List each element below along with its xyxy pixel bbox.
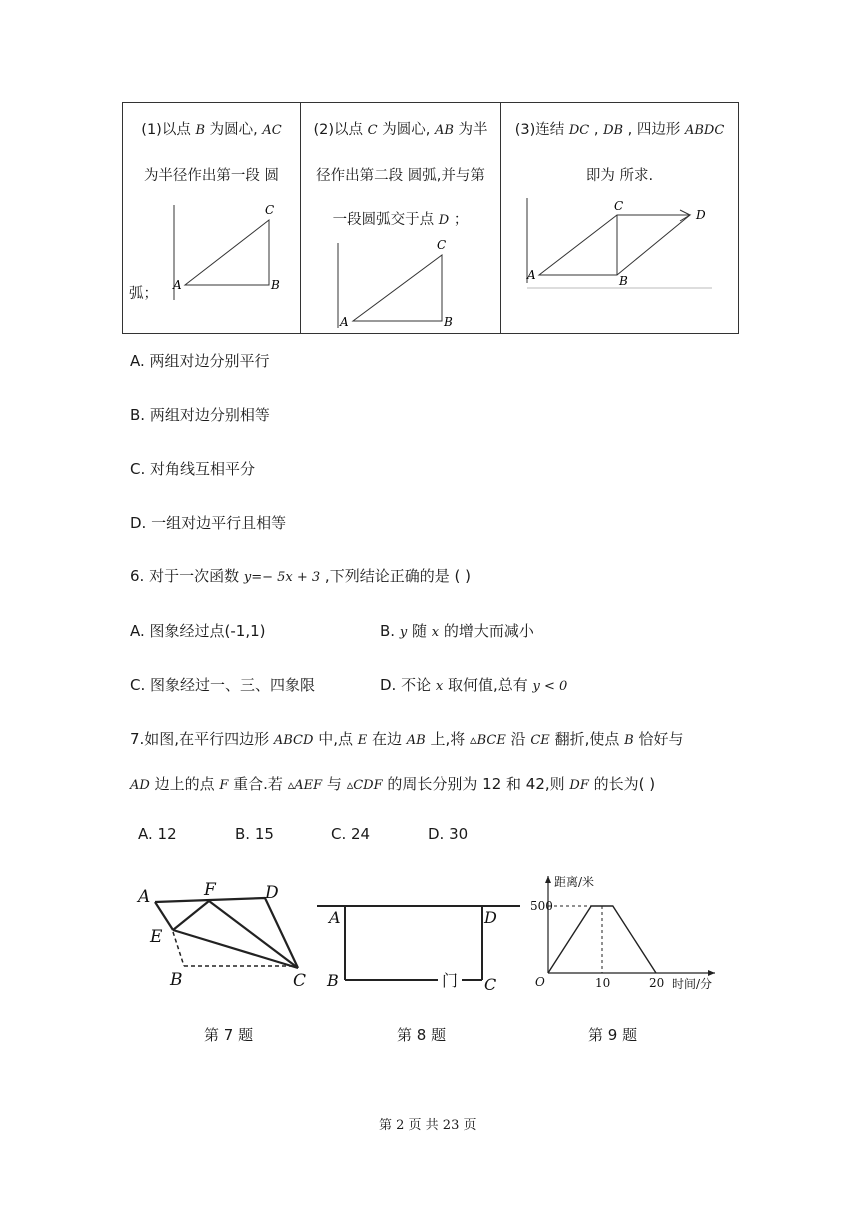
fig9-ytick-500: 500 [530, 899, 553, 913]
step1-label-b: B [271, 278, 280, 292]
step2-figure [335, 238, 465, 330]
figure-7 [135, 878, 315, 993]
step3-label-d: D [696, 208, 706, 222]
fig9-origin: O [535, 975, 545, 989]
fig9-xtick-20: 20 [649, 976, 665, 990]
q5-option-d[interactable]: D. 一组对边平行且相等 [130, 514, 287, 532]
q6-stem: 6. 对于一次函数 y=− 5x + 3 ,下列结论正确的是 ( ) [130, 567, 471, 585]
fig7-label-d: D [265, 883, 279, 903]
figure-8 [315, 895, 525, 995]
q5-option-b[interactable]: B. 两组对边分别相等 [130, 406, 270, 424]
step2-line2: 径作出第二段 圆弧,并与第 [316, 168, 485, 184]
fig8-label-a: A [329, 908, 341, 927]
figure-9-chart [530, 868, 725, 998]
figure-7-caption: 第 7 题 [204, 1026, 254, 1044]
fig9-xtick-10: 10 [595, 976, 611, 990]
q6-option-d[interactable]: D. 不论 x 取何值,总有 y < 0 [380, 676, 568, 694]
page-footer: 第 2 页 共 23 页 [379, 1118, 477, 1133]
fig8-label-c: C [484, 975, 497, 994]
fig9-x-arrow [708, 970, 715, 976]
step1-tail: 弧； [129, 286, 158, 302]
step3-line1: (3)连结 DC , DB , 四边形 ABDC [514, 122, 725, 138]
fig9-xlabel: 时间/分 [672, 977, 713, 991]
step3-label-b: B [619, 274, 628, 288]
step2-line1: (2)以点 C 为圆心, AB 为半 [313, 122, 488, 138]
step3-label-a: A [527, 268, 536, 282]
figure-9-caption: 第 9 题 [588, 1026, 638, 1044]
fig8-label-door: 门 [442, 971, 459, 990]
step3-label-c: C [614, 199, 624, 213]
fig9-y-arrow [545, 876, 551, 883]
fig8-label-d: D [484, 908, 497, 927]
step1-label-a: A [173, 278, 182, 292]
step3-line2: 即为 所求. [585, 168, 654, 184]
q5-option-c[interactable]: C. 对角线互相平分 [130, 460, 256, 478]
q6-option-b[interactable]: B. y 随 x 的增大而减小 [380, 622, 534, 640]
fig7-label-a: A [138, 887, 151, 907]
q6-option-c[interactable]: C. 图象经过一、三、四象限 [130, 676, 316, 694]
fig7-label-b: B [170, 970, 183, 990]
step1-figure [165, 200, 290, 305]
fig7-label-f: F [204, 880, 216, 900]
q7-option-d[interactable]: D. 30 [428, 825, 469, 843]
q7-stem-line1: 7.如图,在平行四边形 ABCD 中,点 E 在边 AB 上,将 ▵BCE 沿 CE 翻折,使点 B 恰好与 [130, 730, 684, 748]
q6-option-a[interactable]: A. 图象经过点(-1,1) [130, 622, 266, 640]
fig7-label-e: E [150, 927, 163, 947]
q7-option-a[interactable]: A. 12 [138, 825, 177, 843]
step2-label-a: A [340, 315, 349, 329]
fig9-ylabel: 距离/米 [554, 875, 595, 889]
q7-option-b[interactable]: B. 15 [235, 825, 274, 843]
q5-option-a[interactable]: A. 两组对边分别平行 [130, 352, 270, 370]
q7-stem-line2: AD 边上的点 F 重合.若 ▵AEF 与 ▵CDF 的周长分别为 12 和 42,则 DF 的长为( ) [130, 775, 656, 793]
step2-line3: 一段圆弧交于点 D ； [332, 212, 469, 228]
step2-label-b: B [444, 315, 453, 329]
figure-8-caption: 第 8 题 [397, 1026, 447, 1044]
fig8-label-b: B [327, 971, 339, 990]
step3-figure [522, 195, 722, 290]
q7-option-c[interactable]: C. 24 [331, 825, 371, 843]
step1-line2: 为半径作出第一段 圆 [143, 168, 280, 184]
step2-label-c: C [437, 238, 447, 252]
fig7-label-c: C [293, 971, 307, 991]
step1-label-c: C [265, 203, 275, 217]
step1-line1: (1)以点 B 为圆心, AC [141, 122, 282, 138]
